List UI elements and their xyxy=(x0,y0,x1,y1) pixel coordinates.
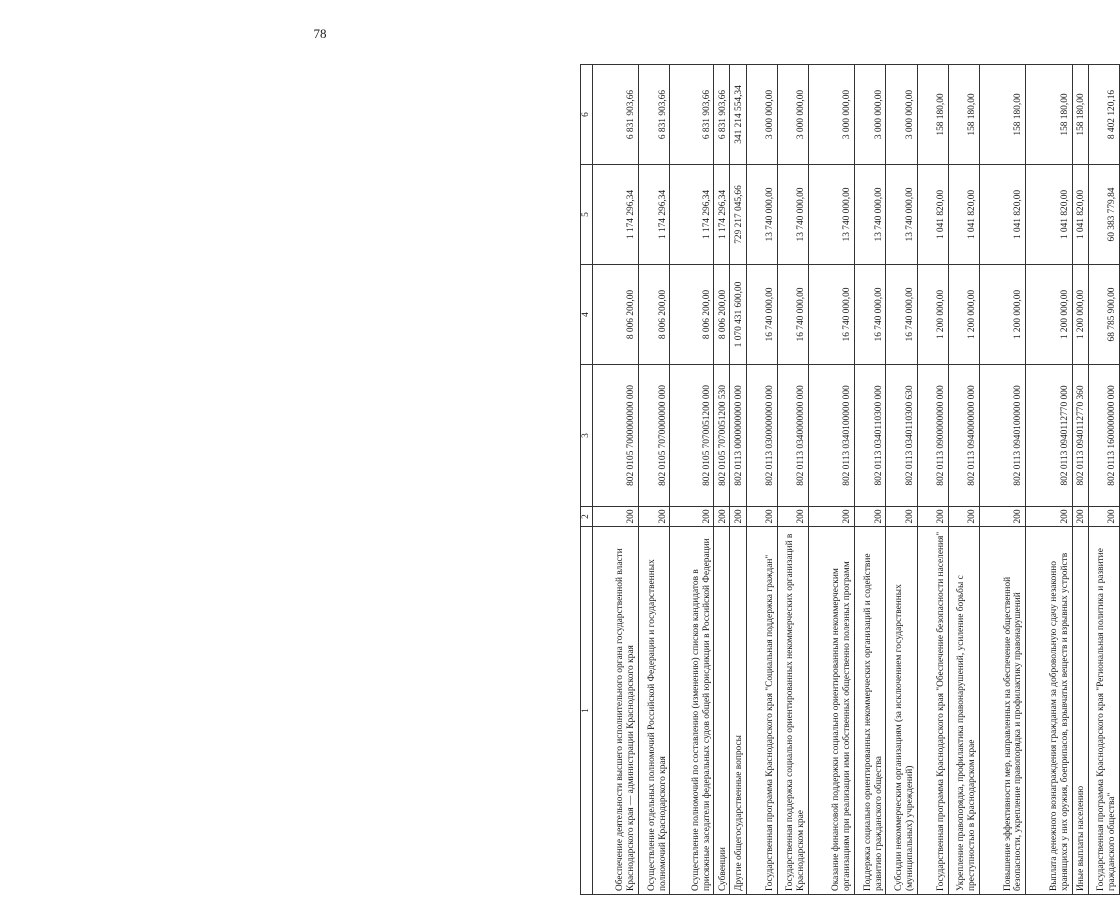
row-name-cell: Государственная программа Краснодарского края "Региональная политика и развитие гражданского общества" xyxy=(1088,527,1119,895)
row-classification-code-cell: 802 0113 0940100000 000 xyxy=(980,365,1026,507)
row-classification-code-cell: 802 0113 0940112770 000 xyxy=(1026,365,1072,507)
table-row xyxy=(917,65,948,895)
row-code-cell: 200 xyxy=(670,507,714,527)
row-approved-amount-cell: 68 785 900,00 xyxy=(1088,265,1119,365)
row-name-cell: Поддержка социально ориентированных некоммерческих организаций и содействие развитию гражданского общества xyxy=(855,527,886,895)
row-classification-code-cell: 802 0105 7070000000 000 xyxy=(639,365,670,507)
row-executed-amount-cell: 1 174 296,34 xyxy=(670,165,714,265)
row-name-cell: Субвенции xyxy=(714,527,730,895)
table-row xyxy=(886,65,917,895)
row-code-cell: 200 xyxy=(639,507,670,527)
row-executed-amount-cell: 1 174 296,34 xyxy=(639,165,670,265)
row-classification-code-cell: 802 0113 0340110300 000 xyxy=(855,365,886,507)
row-code-cell: 200 xyxy=(1088,507,1119,527)
row-remaining-amount-cell: 6 831 903,66 xyxy=(670,65,714,165)
row-remaining-amount-cell: 3 000 000,00 xyxy=(855,65,886,165)
row-code-cell: 200 xyxy=(1072,507,1088,527)
table-row xyxy=(670,65,714,895)
row-remaining-amount-cell: 3 000 000,00 xyxy=(746,65,777,165)
row-code-cell: 200 xyxy=(917,507,948,527)
row-remaining-amount-cell: 158 180,00 xyxy=(917,65,948,165)
row-executed-amount-cell: 13 740 000,00 xyxy=(855,165,886,265)
column-header-6: 6 xyxy=(581,65,593,165)
row-approved-amount-cell: 16 740 000,00 xyxy=(777,265,808,365)
row-executed-amount-cell: 13 740 000,00 xyxy=(886,165,917,265)
column-header-5: 5 xyxy=(581,165,593,265)
row-approved-amount-cell: 16 740 000,00 xyxy=(886,265,917,365)
row-remaining-amount-cell: 341 214 554,34 xyxy=(730,65,746,165)
table-row xyxy=(1072,65,1088,895)
table-row xyxy=(730,65,746,895)
table-row xyxy=(1026,65,1072,895)
row-approved-amount-cell: 1 200 000,00 xyxy=(948,265,979,365)
row-classification-code-cell: 802 0113 0000000000 000 xyxy=(730,365,746,507)
row-name-cell: Государственная программа Краснодарского края "Социальная поддержка граждан" xyxy=(746,527,777,895)
column-header-1: 1 xyxy=(581,527,593,895)
row-name-cell: Субсидии некоммерческим организациям (за исключением государственных (муниципальных) учреждений) xyxy=(886,527,917,895)
row-name-cell: Обеспечение деятельности высшего исполнительного органа государственной власти Краснодарского края — администрации Краснодарского края xyxy=(593,527,639,895)
row-remaining-amount-cell: 6 831 903,66 xyxy=(714,65,730,165)
row-executed-amount-cell: 13 740 000,00 xyxy=(809,165,855,265)
row-code-cell: 200 xyxy=(809,507,855,527)
row-remaining-amount-cell: 158 180,00 xyxy=(1026,65,1072,165)
table-row xyxy=(980,65,1026,895)
row-remaining-amount-cell: 8 402 120,16 xyxy=(1088,65,1119,165)
row-classification-code-cell: 802 0105 7070051200 000 xyxy=(670,365,714,507)
table-row xyxy=(639,65,670,895)
row-classification-code-cell: 802 0113 0900000000 000 xyxy=(917,365,948,507)
row-classification-code-cell: 802 0113 0340100000 000 xyxy=(809,365,855,507)
table-row xyxy=(593,65,639,895)
row-executed-amount-cell: 729 217 045,66 xyxy=(730,165,746,265)
row-code-cell: 200 xyxy=(1026,507,1072,527)
row-executed-amount-cell: 60 383 779,84 xyxy=(1088,165,1119,265)
column-header-2: 2 xyxy=(581,507,593,527)
row-name-cell: Государственная программа Краснодарского края "Обеспечение безопасности населения" xyxy=(917,527,948,895)
table-row xyxy=(809,65,855,895)
row-remaining-amount-cell: 6 831 903,66 xyxy=(593,65,639,165)
row-approved-amount-cell: 8 006 200,00 xyxy=(593,265,639,365)
row-name-cell: Другие общегосударственные вопросы xyxy=(730,527,746,895)
budget-execution-table xyxy=(580,64,1120,895)
row-approved-amount-cell: 8 006 200,00 xyxy=(670,265,714,365)
row-approved-amount-cell: 1 200 000,00 xyxy=(980,265,1026,365)
row-code-cell: 200 xyxy=(980,507,1026,527)
row-approved-amount-cell: 8 006 200,00 xyxy=(639,265,670,365)
table-row xyxy=(746,65,777,895)
row-executed-amount-cell: 1 041 820,00 xyxy=(1072,165,1088,265)
page-number: 78 xyxy=(313,26,327,41)
row-executed-amount-cell: 1 174 296,34 xyxy=(593,165,639,265)
column-header-3: 3 xyxy=(581,365,593,507)
row-classification-code-cell: 802 0113 0300000000 000 xyxy=(746,365,777,507)
row-remaining-amount-cell: 158 180,00 xyxy=(948,65,979,165)
row-approved-amount-cell: 16 740 000,00 xyxy=(746,265,777,365)
row-name-cell: Укрепление правопорядка, профилактика правонарушений, усиление борьбы с преступностью в Краснодарском крае xyxy=(948,527,979,895)
row-code-cell: 200 xyxy=(855,507,886,527)
row-name-cell: Государственная поддержка социально ориентированных некоммерческих организаций в Краснодарском крае xyxy=(777,527,808,895)
row-executed-amount-cell: 1 041 820,00 xyxy=(980,165,1026,265)
row-classification-code-cell: 802 0105 7000000000 000 xyxy=(593,365,639,507)
row-approved-amount-cell: 16 740 000,00 xyxy=(809,265,855,365)
row-name-cell: Иные выплаты населению xyxy=(1072,527,1088,895)
budget-table-rotated xyxy=(580,65,1120,895)
row-classification-code-cell: 802 0113 0340000000 000 xyxy=(777,365,808,507)
row-code-cell: 200 xyxy=(730,507,746,527)
row-remaining-amount-cell: 158 180,00 xyxy=(1072,65,1088,165)
row-classification-code-cell: 802 0113 0940000000 000 xyxy=(948,365,979,507)
row-name-cell: Оказание финансовой поддержки социально ориентированным некоммерческим организациям при реализации ими собственных общественно полезных программ xyxy=(809,527,855,895)
row-remaining-amount-cell: 3 000 000,00 xyxy=(886,65,917,165)
row-remaining-amount-cell: 3 000 000,00 xyxy=(809,65,855,165)
row-executed-amount-cell: 1 041 820,00 xyxy=(1026,165,1072,265)
row-approved-amount-cell: 1 200 000,00 xyxy=(917,265,948,365)
table-row xyxy=(714,65,730,895)
table-row xyxy=(777,65,808,895)
row-code-cell: 200 xyxy=(886,507,917,527)
row-executed-amount-cell: 1 041 820,00 xyxy=(917,165,948,265)
row-name-cell: Повышение эффективности мер, направленных на обеспечение общественной безопасности, укрепление правопорядка и профилактику правонарушений xyxy=(980,527,1026,895)
row-remaining-amount-cell: 6 831 903,66 xyxy=(639,65,670,165)
row-classification-code-cell: 802 0113 0340110300 630 xyxy=(886,365,917,507)
row-code-cell: 200 xyxy=(777,507,808,527)
row-classification-code-cell: 802 0113 1600000000 000 xyxy=(1088,365,1119,507)
row-approved-amount-cell: 1 070 431 600,00 xyxy=(730,265,746,365)
row-remaining-amount-cell: 3 000 000,00 xyxy=(777,65,808,165)
row-executed-amount-cell: 1 174 296,34 xyxy=(714,165,730,265)
row-approved-amount-cell: 1 200 000,00 xyxy=(1026,265,1072,365)
row-classification-code-cell: 802 0113 0940112770 360 xyxy=(1072,365,1088,507)
column-number-row xyxy=(581,65,593,895)
row-name-cell: Осуществление полномочий по составлению (изменению) списков кандидатов в присяжные заседатели федеральных судов общей юрисдикции в Российской Федерации xyxy=(670,527,714,895)
row-name-cell: Осуществление отдельных полномочий Российской Федерации и государственных полномочий Краснодарского края xyxy=(639,527,670,895)
row-executed-amount-cell: 13 740 000,00 xyxy=(746,165,777,265)
table-row xyxy=(1088,65,1119,895)
row-approved-amount-cell: 1 200 000,00 xyxy=(1072,265,1088,365)
row-classification-code-cell: 802 0105 7070051200 530 xyxy=(714,365,730,507)
table-row xyxy=(855,65,886,895)
row-approved-amount-cell: 16 740 000,00 xyxy=(855,265,886,365)
row-approved-amount-cell: 8 006 200,00 xyxy=(714,265,730,365)
row-code-cell: 200 xyxy=(746,507,777,527)
row-name-cell: Выплата денежного вознаграждения гражданам за добровольную сдачу незаконно хранящихся у них оружия, боеприпасов, взрывчатых веществ и взрывных устройств xyxy=(1026,527,1072,895)
row-code-cell: 200 xyxy=(948,507,979,527)
row-remaining-amount-cell: 158 180,00 xyxy=(980,65,1026,165)
row-executed-amount-cell: 1 041 820,00 xyxy=(948,165,979,265)
table-row xyxy=(948,65,979,895)
row-code-cell: 200 xyxy=(593,507,639,527)
row-executed-amount-cell: 13 740 000,00 xyxy=(777,165,808,265)
row-code-cell: 200 xyxy=(714,507,730,527)
column-header-4: 4 xyxy=(581,265,593,365)
